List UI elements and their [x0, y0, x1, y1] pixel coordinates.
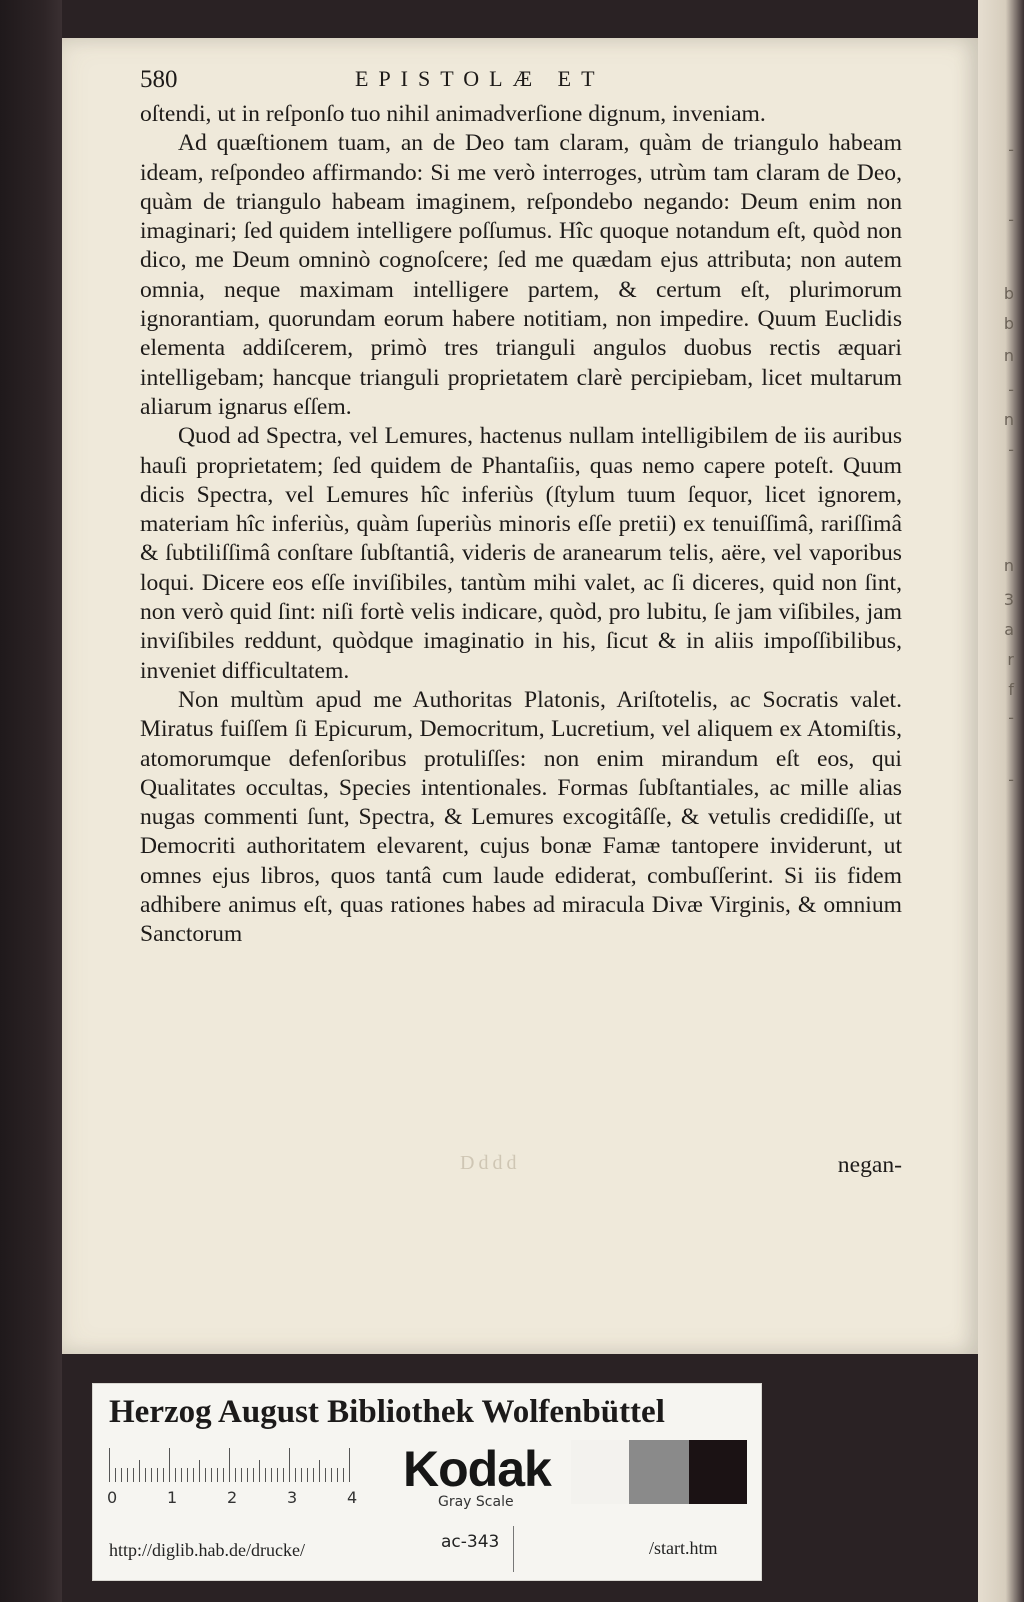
- margin-mark: b: [1003, 284, 1014, 303]
- ruler-scale: [109, 1448, 355, 1482]
- ruler-tick: [331, 1468, 332, 1482]
- margin-mark: n: [1003, 410, 1014, 429]
- book-edge-left: [0, 0, 62, 1602]
- margin-mark: -: [1008, 440, 1014, 459]
- ruler-tick: [115, 1468, 116, 1482]
- ruler-tick: [139, 1460, 140, 1482]
- library-color-card: [92, 1383, 762, 1581]
- body-text: [140, 100, 902, 950]
- margin-mark: a: [1004, 620, 1014, 639]
- ruler-tick: [307, 1468, 308, 1482]
- margin-mark: -: [1008, 380, 1014, 399]
- footer-divider: [513, 1526, 514, 1572]
- ruler-tick: [205, 1468, 206, 1482]
- gray-scale-swatches: [571, 1440, 747, 1504]
- ruler-tick: [187, 1468, 188, 1482]
- margin-mark: f: [1008, 680, 1014, 699]
- margin-mark: -: [1008, 770, 1014, 789]
- ruler-tick: [163, 1468, 164, 1482]
- margin-mark: -: [1008, 210, 1014, 229]
- ruler-tick: [295, 1468, 296, 1482]
- ruler-tick: [253, 1468, 254, 1482]
- ruler-tick: [229, 1448, 230, 1482]
- paragraph: Non multùm apud me Authoritas Platonis, Ariſtotelis, ac Socratis valet. Miratus fuiſſem ſi Epicurum, Democritum, Lucretium, vel aliquem ex Atomiſtis, atomorumque defenſoribus protuliſſes: non enim mirandum eſt eos, qui Qualitates occultas, Species intentionales. Formas ſubſtantiales, ac mille alias nugas commenti ſunt, Spectra, & Lemures excogitâſſe, & vetulis credidiſſe, ut Democriti authoritatem elevarent, cujus bonæ Famæ tantopere inviderunt, ut omnes ejus libros, quos tantâ cum laude ediderat, combuſſerint. Si iis fidem adhibere animus eſt, quas rationes habes ad miracula Divæ Virginis, & omnium Sanctorum: [140, 686, 902, 948]
- margin-mark: n: [1003, 346, 1014, 365]
- swatch-black: [689, 1440, 747, 1504]
- running-head: [140, 66, 900, 100]
- ruler-tick: [145, 1468, 146, 1482]
- margin-mark: 3: [1003, 590, 1014, 609]
- ruler-tick: [271, 1468, 272, 1482]
- margin-mark: -: [1008, 708, 1014, 727]
- shelfmark: ac-343: [441, 1532, 500, 1552]
- ruler-tick: [289, 1448, 290, 1482]
- ruler-tick: [241, 1468, 242, 1482]
- ruler-tick: [337, 1468, 338, 1482]
- paragraph: Ad quæſtionem tuam, an de Deo tam claram, quàm de triangulo habeam ideam, reſpondeo affirmando: Si me verò interroges, utrùm tam claram de Deo, quàm de triangulo habeam imaginem, reſpondebo negando: Deum enim non imaginari; ſed quidem intelligere poſſumus. Hîc quoque notandum eſt, quòd non dico, me Deum omninò cognoſcere; ſed me quædam ejus attributa; non autem omnia, neque maximam intelligere partem, & certum eſt, plurimorum ignorantiam, quorundam eorum habere notitiam, non impedire. Quum Euclidis elementa addiſcerem, primò tres trianguli angulos duobus rectis æquari intelligebam; hancque trianguli proprietatem clarè percipiebam, licet multarum aliarum ignarus eſſem.: [140, 130, 902, 420]
- ruler-tick: [259, 1460, 260, 1482]
- ruler-number: 1: [167, 1488, 178, 1507]
- margin-mark: r: [1007, 650, 1014, 669]
- library-name: Herzog August Bibliothek Wolfenbüttel: [109, 1394, 665, 1430]
- ruler-tick: [301, 1468, 302, 1482]
- margin-mark: n: [1003, 556, 1014, 575]
- ruler-tick: [199, 1460, 200, 1482]
- ruler-number: 0: [107, 1488, 118, 1507]
- ruler-tick: [223, 1468, 224, 1482]
- ruler-tick: [283, 1468, 284, 1482]
- ruler-tick: [193, 1468, 194, 1482]
- ruler-tick: [121, 1468, 122, 1482]
- margin-mark: -: [1008, 140, 1014, 159]
- ruler-tick: [151, 1468, 152, 1482]
- paragraph: oſtendi, ut in reſponſo tuo nihil animadverſione dignum, inveniam.: [140, 101, 766, 127]
- url-left: http://diglib.hab.de/drucke/: [109, 1540, 305, 1560]
- paragraph: Quod ad Spectra, vel Lemures, hactenus nullam intelligibilem de iis auribus hauſi proprietatem; ſed quidem de Phantaſiis, quas nemo capere poteſt. Quum dicis Spectra, vel Lemures hîc inferiùs (ſtylum tuum ſequor, licet ignorem, materiam hîc inferiùs, quàm ſuperiùs minoris eſſe pretii) ex tenuiſſimâ, rariſſimâ & ſubtiliſſimâ conſtare ſubſtantiâ, videris de aranearum telis, aëre, vel vaporibus loqui. Dicere eos eſſe inviſibiles, tantùm mihi valet, ac ſi diceres, quid non ſint, non verò quid ſint: niſi fortè velis indicare, quòd, pro lubitu, ſe jam viſibiles, jam inviſibiles reddunt, quòdque imaginatio in his, ſicut & in aliis impoſſibilibus, inveniet difficultatem.: [140, 423, 902, 684]
- signature-mark: Dddd: [460, 1152, 521, 1174]
- ruler-tick: [217, 1468, 218, 1482]
- ruler-tick: [235, 1468, 236, 1482]
- ruler-tick: [247, 1468, 248, 1482]
- ruler-number: 4: [347, 1488, 358, 1507]
- page-number: 580: [140, 66, 178, 93]
- ruler-tick: [265, 1468, 266, 1482]
- ruler-number: 2: [227, 1488, 238, 1507]
- ruler-tick: [109, 1448, 110, 1482]
- ruler-tick: [181, 1468, 182, 1482]
- ruler-tick: [175, 1468, 176, 1482]
- url-right: /start.htm: [649, 1538, 718, 1558]
- ruler-tick: [133, 1468, 134, 1482]
- ruler-tick: [343, 1468, 344, 1482]
- ruler-tick: [349, 1448, 350, 1482]
- kodak-logo: Kodak: [403, 1441, 551, 1497]
- running-head-title: EPISTOLÆ ET: [355, 66, 605, 91]
- margin-mark: b: [1003, 314, 1014, 333]
- ruler-tick: [169, 1448, 170, 1482]
- swatch-gray: [629, 1440, 689, 1504]
- ruler-tick: [319, 1460, 320, 1482]
- ruler-number: 3: [287, 1488, 298, 1507]
- ruler-tick: [313, 1468, 314, 1482]
- ruler-tick: [325, 1468, 326, 1482]
- swatch-white: [571, 1440, 629, 1504]
- catchword: negan-: [837, 1152, 902, 1178]
- ruler-tick: [127, 1468, 128, 1482]
- ruler-tick: [157, 1468, 158, 1482]
- ruler-tick: [277, 1468, 278, 1482]
- ruler-tick: [211, 1468, 212, 1482]
- ruler-numbers: [107, 1488, 367, 1510]
- facing-page-edge: [978, 0, 1024, 1602]
- gray-scale-label: Gray Scale: [438, 1494, 514, 1510]
